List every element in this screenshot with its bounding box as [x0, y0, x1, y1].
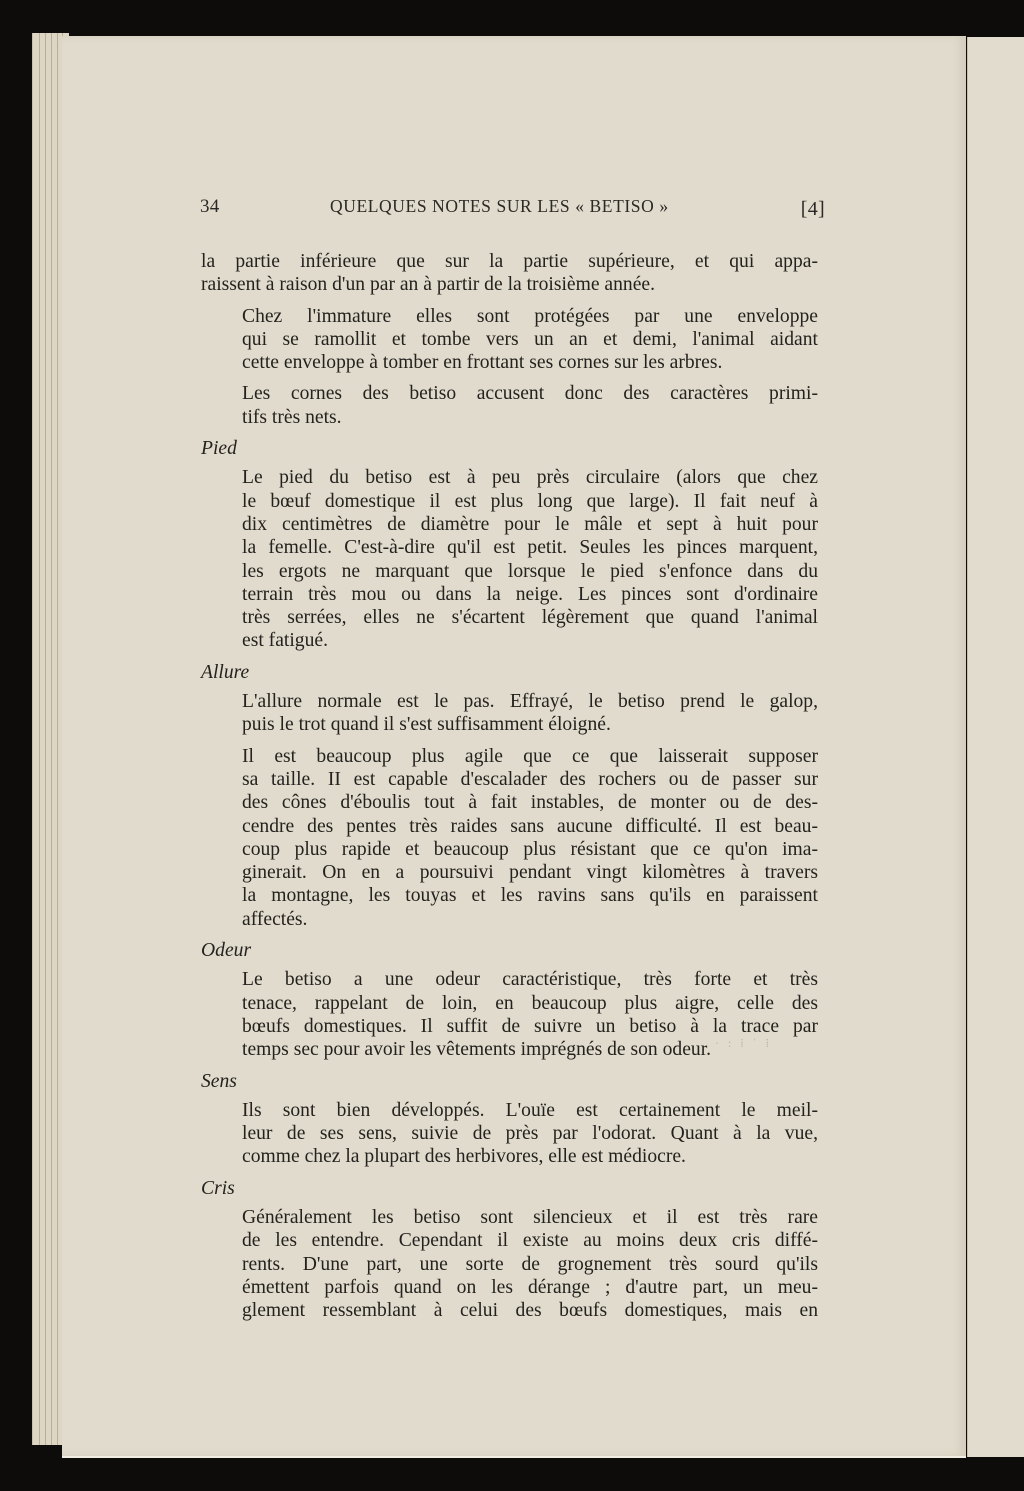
text-line: Le pied du betiso est à peu près circulaire (alors que chez [242, 467, 818, 489]
text-line: ginerait. On en a poursuivi pendant vingt kilomètres à travers [242, 862, 818, 884]
text-line: la femelle. C'est-à-dire qu'il est petit. Seules les pinces marquent, [242, 537, 818, 559]
text-line: glement ressemblant à celui des bœufs domestiques, mais en [242, 1300, 818, 1322]
section-heading: Pied [201, 438, 237, 460]
text-line: Généralement les betiso sont silencieux et il est très rare [242, 1206, 818, 1228]
text-line: tifs très nets. [242, 406, 342, 428]
text-line: très serrées, elles ne s'écartent légèrement que quand l'animal [242, 607, 818, 629]
print-artifact: · : ⁞ ˈ ⁞ [715, 1036, 772, 1050]
page-number: 34 [200, 196, 220, 217]
text-line: qui se ramollit et tombe vers un an et demi, l'animal aidant [242, 328, 818, 350]
text-line: émettent parfois quand on les dérange ; d'autre part, un meu- [242, 1276, 818, 1298]
text-line: sa taille. II est capable d'escalader des rochers ou de passer sur [242, 768, 818, 790]
text-line: la montagne, les touyas et les ravins sans qu'ils en paraissent [242, 885, 818, 907]
section-heading: Odeur [201, 940, 252, 962]
paragraph [201, 690, 818, 737]
text-line: puis le trot quand il s'est suffisamment éloigné. [242, 714, 611, 736]
text-line: des cônes d'éboulis tout à fait instables, de monter ou de des- [242, 792, 818, 814]
text-line: tenace, rappelant de loin, en beaucoup plus aigre, celle des [242, 992, 818, 1014]
text-line: dix centimètres de diamètre pour le mâle et sept à huit pour [242, 513, 818, 535]
section-number: [4] [800, 198, 825, 220]
text-line: Le betiso a une odeur caractéristique, très forte et très [242, 969, 818, 991]
text-line: Ils sont bien développés. L'ouïe est certainement le meil- [242, 1099, 818, 1121]
text-line: coup plus rapide et beaucoup plus résistant que ce qu'on ima- [242, 838, 818, 860]
facing-page-edge [967, 37, 1024, 1457]
section-heading: Sens [201, 1070, 237, 1092]
text-line: Les cornes des betiso accusent donc des caractères primi- [242, 383, 818, 405]
text-line: cendre des pentes très raides sans aucune difficulté. Il est beau- [242, 815, 818, 837]
text-line: cette enveloppe à tomber en frottant ses cornes sur les arbres. [242, 352, 723, 374]
paragraph [201, 382, 818, 429]
text-line: Chez l'immature elles sont protégées par une enveloppe [242, 305, 818, 327]
text-line: L'allure normale est le pas. Effrayé, le betiso prend le galop, [242, 691, 818, 713]
text-line: les ergots ne marquant que lorsque le pied s'enfonce dans du [242, 560, 818, 582]
text-line: Il est beaucoup plus agile que ce que laisserait supposer [242, 745, 818, 767]
running-head [200, 196, 825, 222]
text-line: temps sec pour avoir les vêtements imprégnés de son odeur. [242, 1039, 712, 1061]
paragraph [201, 305, 818, 375]
text-line: terrain très mou ou dans la neige. Les pinces sont d'ordinaire [242, 583, 818, 605]
paragraph [201, 745, 818, 931]
body-text [201, 250, 818, 1330]
text-line: comme chez la plupart des herbivores, elle est médiocre. [242, 1146, 686, 1168]
paragraph [201, 1099, 818, 1169]
section-heading: Allure [201, 661, 250, 683]
text-line: raissent à raison d'un par an à partir de la troisième année. [201, 274, 656, 296]
paragraph [201, 250, 818, 297]
text-line: rents. D'une part, une sorte de grognement très sourd qu'ils [242, 1253, 818, 1275]
running-title: QUELQUES NOTES SUR LES « BETISO » [330, 196, 669, 216]
section-heading: Cris [201, 1177, 235, 1199]
text-line: le bœuf domestique il est plus long que large). Il fait neuf à [242, 490, 818, 512]
text-line: la partie inférieure que sur la partie supérieure, et qui appa- [201, 251, 818, 272]
text-line: de les entendre. Cependant il existe au moins deux cris diffé- [242, 1230, 818, 1252]
paragraph [201, 466, 818, 652]
text-line: leur de ses sens, suivie de près par l'odorat. Quant à la vue, [242, 1123, 818, 1145]
text-line: bœufs domestiques. Il suffit de suivre un betiso à la trace par [242, 1015, 818, 1037]
paragraph [201, 1206, 818, 1322]
text-line: est fatigué. [242, 630, 328, 652]
text-line: affectés. [242, 908, 308, 930]
